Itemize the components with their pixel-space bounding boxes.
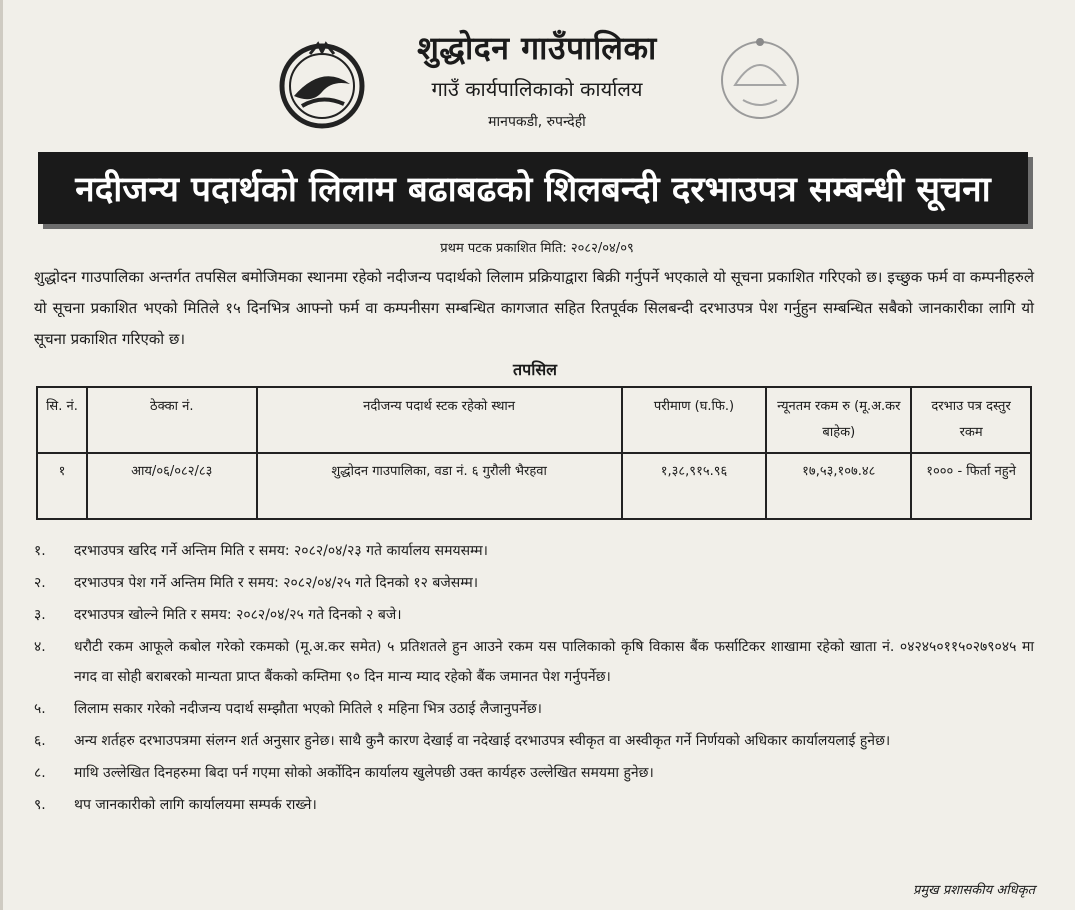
cell-fee: १००० - फिर्ता नहुने: [911, 453, 1031, 519]
list-item: [34, 790, 1034, 820]
list-item: [34, 694, 1034, 724]
condition-text: थप जानकारीको लागि कार्यालयमा सम्पर्क राख्ने।: [74, 797, 317, 813]
column-header-location: नदीजन्य पदार्थ स्टक रहेको स्थान: [257, 387, 622, 453]
cell-location: शुद्धोदन गाउपालिका, वडा नं. ६ गुरौली भैरहवा: [257, 453, 622, 519]
office-name: शुद्धोदन गाउँपालिका: [417, 29, 657, 67]
publish-date: प्रथम पटक प्रकाशित मिति: २०८२/०४/०९: [440, 241, 634, 256]
condition-number: ८.: [34, 765, 46, 781]
list-item: [34, 568, 1034, 598]
list-item: [34, 726, 1034, 756]
notice-title: नदीजन्य पदार्थको लिलाम बढाबढको शिलबन्दी दरभाउपत्र सम्बन्धी सूचना: [75, 169, 991, 210]
notice-title-banner: [38, 152, 1028, 224]
office-subtitle: गाउँ कार्यपालिकाको कार्यालय: [431, 77, 643, 101]
condition-number: ४.: [34, 639, 46, 655]
column-header-fee: दरभाउ पत्र दस्तुर रकम: [911, 387, 1031, 453]
condition-text: दरभाउपत्र खोल्ने मिति र समय: २०८२/०४/२५ गते दिनको २ बजे।: [74, 607, 402, 623]
schedule-heading: तपसिल: [512, 360, 558, 379]
condition-text: माथि उल्लेखित दिनहरुमा बिदा पर्न गएमा सोको अर्कोदिन कार्यालय खुलेपछी उक्त कार्यहरु उल्लेखित समयमा हुनेछ।: [74, 765, 654, 781]
condition-number: ९.: [34, 797, 46, 813]
municipality-logo: [272, 34, 372, 134]
conditions-list: [34, 536, 1034, 822]
condition-text: लिलाम सकार गरेको नदीजन्य पदार्थ सम्झौता भएको मितिले १ महिना भित्र उठाई लैजानुपर्नेछ।: [74, 701, 542, 717]
condition-number: २.: [34, 575, 46, 591]
column-header-minimum-amount: न्यूनतम रकम रु (मू.अ.कर बाहेक): [766, 387, 911, 453]
list-item: [34, 632, 1034, 692]
list-item: [34, 600, 1034, 630]
column-header-quantity: परीमाण (घ.फि.): [622, 387, 767, 453]
cell-quantity: १,३८,९१५.९६: [622, 453, 767, 519]
condition-text: दरभाउपत्र पेश गर्ने अन्तिम मिति र समय: २०८२/०४/२५ गते दिनको १२ बजेसम्म।: [74, 575, 479, 591]
condition-text: धरौटी रकम आफूले कबोल गरेको रकमको (मू.अ.कर समेत) ५ प्रतिशतले हुन आउने रकम यस पालिकाको कृषि विकास बैंक फर्साटिकर शाखामा रहेको खाता नं. ०४२४५०११५०२७९०४५ मा नगद वा सोही बराबरको मान्यता प्राप्त बैंकको कम्तिमा ९० दिन मान्य म्याद रहेको बैंक जमानत पेश गर्नुपर्नेछ।: [74, 639, 1034, 685]
signature-title: प्रमुख प्रशासकीय अधिकृत: [912, 883, 1035, 898]
office-address: मानपकडी, रुपन्देही: [488, 114, 586, 130]
cell-serial: १: [37, 453, 87, 519]
cell-minimum-amount: १७,५३,१०७.४८: [766, 453, 911, 519]
column-header-contract-no: ठेक्का नं.: [87, 387, 257, 453]
column-header-serial: सि. नं.: [37, 387, 87, 453]
condition-number: ५.: [34, 701, 46, 717]
condition-text: दरभाउपत्र खरिद गर्ने अन्तिम मिति र समय: २०८२/०४/२३ गते कार्यालय समयसम्म।: [74, 543, 488, 559]
intro-paragraph: शुद्धोदन गाउपालिका अन्तर्गत तपसिल बमोजिमका स्थानमा रहेको नदीजन्य पदार्थको लिलाम प्रक्रियाद्वारा बिक्री गर्नुपर्ने भएकाले यो सूचना प्रकाशित गरिएको छ। इच्छुक फर्म वा कम्पनीहरुले यो सूचना प्रकाशित भएको मितिले १५ दिनभित्र आफ्नो फर्म वा कम्पनीसग सम्बन्धित कागजात सहित रितपूर्वक सिलबन्दी दरभाउपत्र पेश गर्नुहुन सम्बन्धित सबैको जानकारीका लागि यो सूचना प्रकाशित गरिएको छ।: [34, 268, 1034, 348]
schedule-table: [36, 386, 1032, 520]
list-item: [34, 758, 1034, 788]
condition-number: ३.: [34, 607, 46, 623]
condition-number: १.: [34, 543, 46, 559]
table-row: [37, 453, 1031, 519]
condition-number: ६.: [34, 733, 46, 749]
list-item: [34, 536, 1034, 566]
condition-text: अन्य शर्तहरु दरभाउपत्रमा संलग्न शर्त अनुसार हुनेछ। साथै कुनै कारण देखाई वा नदेखाई दरभाउपत्र स्वीकृत वा अस्वीकृत गर्ने निर्णयको अधिकार कार्यालयलाई हुनेछ।: [74, 733, 891, 749]
table-header-row: [37, 387, 1031, 453]
nepal-emblem-icon: [715, 30, 805, 125]
cell-contract-no: आय/०६/०८२/८३: [87, 453, 257, 519]
